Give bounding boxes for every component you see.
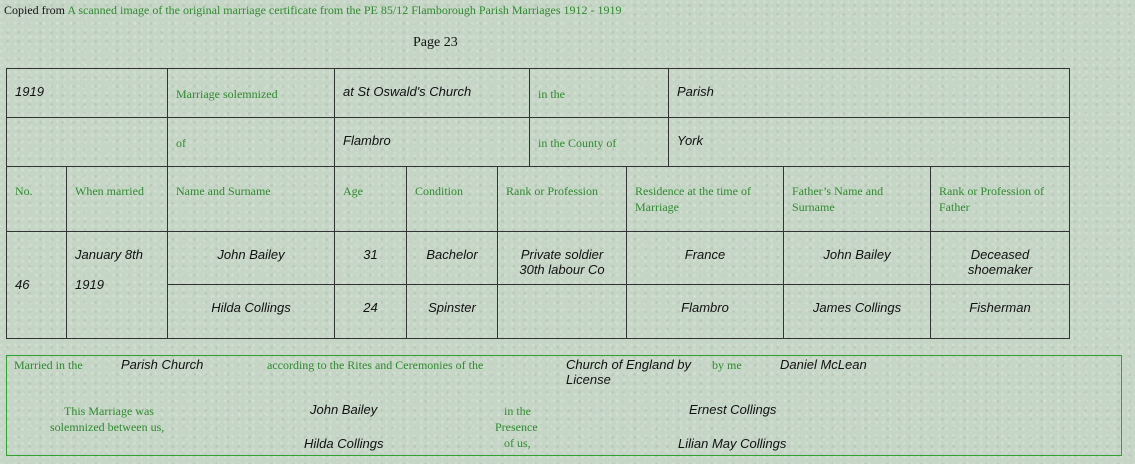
presence-line2: Presence	[495, 420, 538, 434]
presence-line1: in the	[504, 404, 531, 418]
between-line1: This Marriage was	[64, 404, 154, 418]
place: at St Oswald's Church	[343, 84, 472, 99]
between-line2: solemnized between us,	[50, 420, 165, 434]
party1: John Bailey	[310, 402, 378, 417]
grid-line	[6, 338, 1070, 339]
col-name: Name and Surname	[176, 184, 271, 198]
grid-line	[668, 68, 669, 166]
county-label: in the County of	[538, 136, 617, 150]
groom-age: 31	[363, 247, 378, 262]
district-type: Parish	[677, 84, 714, 99]
marriage-date-line1: January 8th	[75, 247, 143, 262]
rites-line2: License	[566, 372, 611, 387]
col-father-rank: Rank or Profession of Father	[939, 184, 1044, 214]
col-condition: Condition	[415, 184, 464, 198]
grid-line	[334, 68, 335, 339]
bride-name: Hilda Collings	[211, 300, 291, 315]
groom-father-rank-line1: Deceased	[970, 247, 1030, 262]
bride-residence: Flambro	[681, 300, 729, 315]
bride-father-name: James Collings	[812, 300, 902, 315]
page-number: Page 23	[413, 35, 458, 50]
col-no: No.	[15, 184, 33, 198]
county: York	[677, 133, 704, 148]
col-age: Age	[343, 184, 363, 198]
col-when-married: When married	[75, 184, 144, 198]
church: Parish Church	[121, 357, 204, 372]
grid-line	[529, 68, 530, 166]
groom-condition: Bachelor	[426, 247, 478, 262]
groom-rank-line2: 30th labour Co	[519, 262, 605, 277]
grid-line	[6, 231, 1070, 232]
married-in-label: Married in the	[14, 358, 83, 372]
groom-father-rank-line2: shoemaker	[967, 262, 1033, 277]
grid-line	[167, 284, 1070, 285]
bride-condition: Spinster	[428, 300, 476, 315]
groom-residence: France	[684, 247, 726, 262]
grid-line	[6, 166, 1070, 167]
of-label: of	[176, 136, 186, 150]
groom-rank-line1: Private soldier	[520, 247, 604, 262]
by-me-label: by me	[712, 358, 742, 372]
col-father-name: Father’s Name and Surname	[792, 184, 884, 214]
grid-line	[6, 117, 1070, 118]
source-link[interactable]: A scanned image of the original marriage certificate from the PE 85/12 Flamborough Parish Marriages 1912 - 1919	[67, 3, 622, 17]
witness1: Ernest Collings	[689, 402, 777, 417]
marriage-date-line2: 1919	[75, 277, 104, 292]
source-note	[4, 3, 622, 18]
grid-line	[6, 68, 7, 339]
col-rank: Rank or Profession	[506, 184, 598, 198]
grid-line	[167, 68, 168, 339]
grid-line	[6, 68, 1070, 69]
grid-line	[1069, 68, 1070, 339]
party2: Hilda Collings	[304, 436, 384, 451]
bride-father-rank: Fisherman	[969, 300, 1031, 315]
rites-line1: Church of England by	[566, 357, 692, 372]
in-the-label: in the	[538, 87, 565, 101]
entry-number: 46	[15, 277, 30, 292]
officiant: Daniel McLean	[780, 357, 867, 372]
source-prefix: Copied from	[4, 3, 65, 17]
rites-label: according to the Rites and Ceremonies of the	[267, 358, 484, 372]
groom-name: John Bailey	[217, 247, 285, 262]
bride-age: 24	[363, 300, 378, 315]
presence-line3: of us,	[504, 436, 531, 450]
witness2: Lilian May Collings	[678, 436, 787, 451]
col-residence: Residence at the time of Marriage	[635, 184, 751, 214]
groom-father-name: John Bailey	[823, 247, 891, 262]
marriage-solemnized-label: Marriage solemnized	[176, 87, 278, 101]
year: 1919	[15, 84, 44, 99]
village: Flambro	[343, 133, 391, 148]
